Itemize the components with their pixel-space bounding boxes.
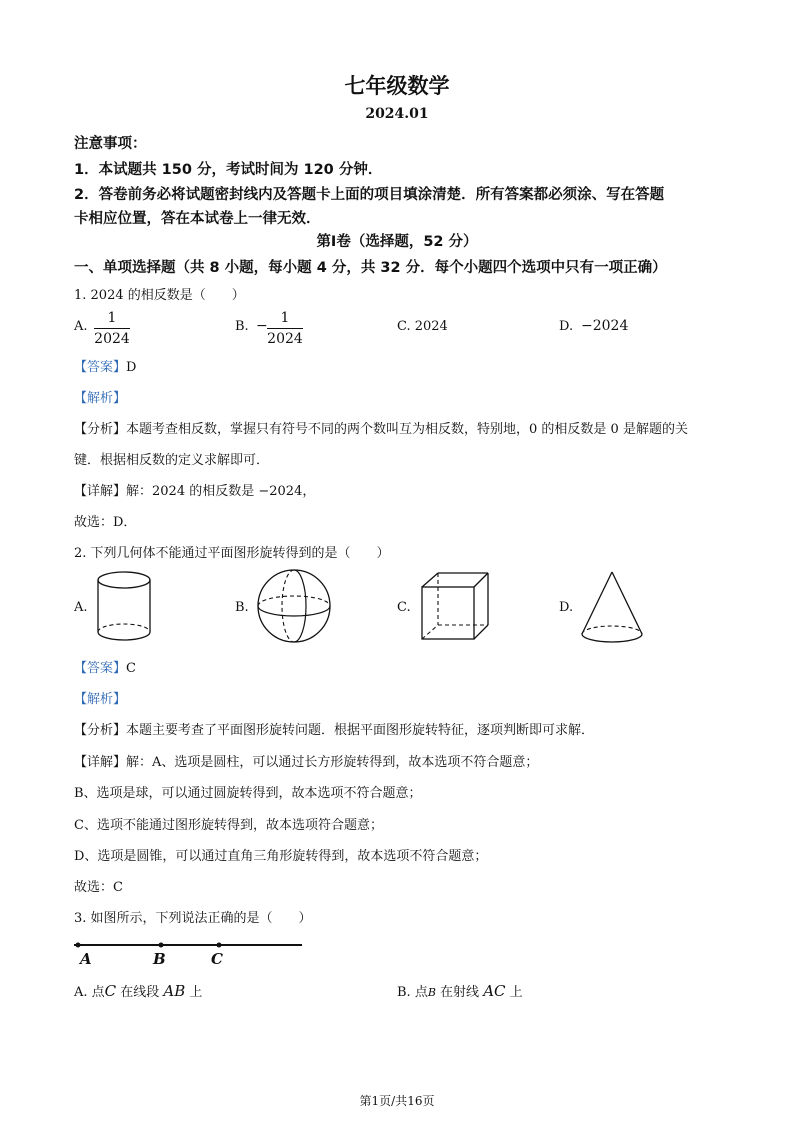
answer-value: C	[126, 661, 136, 676]
q2-analysis	[74, 719, 594, 738]
q2-stem: 2. 下列几何体不能通过平面图形旋转得到的是（ ）	[74, 546, 390, 561]
option-text: 在射线	[435, 985, 484, 1000]
analysis-text: 本题考查相反数，掌握只有符号不同的两个数叫互为相反数，特别地，0 的相反数是 0 是解题的关	[126, 422, 688, 437]
point-b-label: B	[153, 950, 166, 968]
notice-line-1: 1．本试题共 150 分，考试时间为 120 分钟．	[74, 162, 383, 178]
analysis-tag: 【分析】	[74, 422, 127, 437]
q1-option-b-sign: −	[256, 318, 268, 334]
option-text: B. 点	[397, 985, 428, 1000]
q1-option-d-label: D.	[559, 319, 574, 334]
cone-figure	[580, 570, 646, 646]
point-symbol: C	[104, 982, 117, 1000]
point-b-dot	[159, 943, 164, 948]
answer-value: D	[126, 360, 137, 375]
notice-line-2a: 2．答卷前务必将试题密封线内及答题卡上面的项目填涂清楚．所有答案都必须涂、写在答题	[74, 187, 665, 203]
q2-jiexi-tag: 【解析】	[74, 692, 127, 707]
cube-figure	[420, 571, 492, 641]
sphere-figure	[256, 568, 332, 644]
fraction-bar	[94, 328, 130, 329]
analysis-text: 本题主要考查了平面图形旋转问题．根据平面图形旋转特征，逐项判断即可求解．	[126, 723, 595, 738]
q1-option-c: C. 2024	[397, 319, 448, 334]
q3-option-a	[74, 981, 202, 1000]
segment-symbol: AB	[163, 982, 186, 1000]
q1-analysis-2: 键．根据相反数的定义求解即可．	[74, 453, 270, 468]
detail-text: 解：A、选项是圆柱，可以通过长方形旋转得到，故本选项不符合题意；	[126, 755, 539, 770]
q2-detail-c: C、选项不能通过图形旋转得到，故本选项符合题意；	[74, 818, 383, 833]
q1-option-a-fraction	[94, 309, 130, 348]
q2-detail-b: B、选项是球，可以通过圆旋转得到，故本选项不符合题意；	[74, 786, 422, 801]
part-heading: 第Ⅰ卷（选择题，52 分）	[316, 234, 478, 250]
point-a-label: A	[80, 950, 92, 968]
detail-text: 解：2024 的相反数是 −2024，	[126, 484, 316, 499]
q1-option-b-label: B.	[235, 319, 249, 334]
q2-option-b-label: B.	[235, 600, 249, 615]
q1-detail	[74, 480, 315, 499]
q2-answer	[74, 657, 136, 676]
option-text: 上	[505, 985, 523, 1000]
q2-option-d-label: D.	[559, 600, 574, 615]
option-text: 上	[185, 985, 203, 1000]
q2-option-a-label: A.	[74, 600, 88, 615]
q1-option-d-value: −2024	[581, 318, 629, 334]
section-heading: 一、单项选择题（共 8 小题，每小题 4 分，共 32 分．每个小题四个选项中只有一项正确）	[74, 260, 667, 276]
q2-choice: 故选：C	[74, 880, 123, 895]
q2-detail-d: D、选项是圆锥，可以通过直角三角形旋转得到，故本选项不符合题意；	[74, 849, 488, 864]
ray-diagram	[74, 938, 304, 974]
cylinder-figure	[96, 570, 156, 646]
q1-analysis-1	[74, 418, 688, 437]
q1-stem: 1. 2024 的相反数是（ ）	[74, 288, 245, 303]
point-symbol: B	[427, 986, 436, 999]
option-text: 在线段	[116, 985, 164, 1000]
point-a-dot	[76, 943, 81, 948]
answer-tag: 【答案】	[74, 360, 127, 375]
point-c-label: C	[211, 950, 223, 968]
q2-detail	[74, 751, 538, 770]
fraction-numerator: 1	[280, 310, 290, 326]
point-c-dot	[217, 943, 222, 948]
ray-symbol: AC	[483, 982, 506, 1000]
fraction-bar	[267, 328, 303, 329]
detail-tag: 【详解】	[74, 484, 127, 499]
notice-line-2b: 卡相应位置，答在本试卷上一律无效．	[74, 211, 321, 227]
fraction-numerator: 1	[107, 310, 117, 326]
notice-heading: 注意事项：	[74, 136, 147, 152]
q3-stem: 3. 如图所示，下列说法正确的是（ ）	[74, 911, 312, 926]
q1-option-a-label: A.	[74, 319, 88, 334]
q1-jiexi-tag: 【解析】	[74, 391, 127, 406]
fraction-denominator: 2024	[267, 331, 303, 347]
q1-option-b-fraction	[267, 309, 303, 348]
q3-option-b	[397, 981, 523, 1000]
analysis-tag: 【分析】	[74, 723, 127, 738]
fraction-denominator: 2024	[94, 331, 130, 347]
q1-answer	[74, 356, 136, 375]
option-text: A. 点	[74, 985, 105, 1000]
exam-date: 2024.01	[365, 106, 429, 122]
page-title: 七年级数学	[344, 74, 450, 98]
q2-option-c-label: C.	[397, 600, 411, 615]
answer-tag: 【答案】	[74, 661, 127, 676]
q1-choice: 故选：D．	[74, 515, 137, 530]
page-number: 第1页/共16页	[359, 1094, 435, 1108]
detail-tag: 【详解】	[74, 755, 127, 770]
